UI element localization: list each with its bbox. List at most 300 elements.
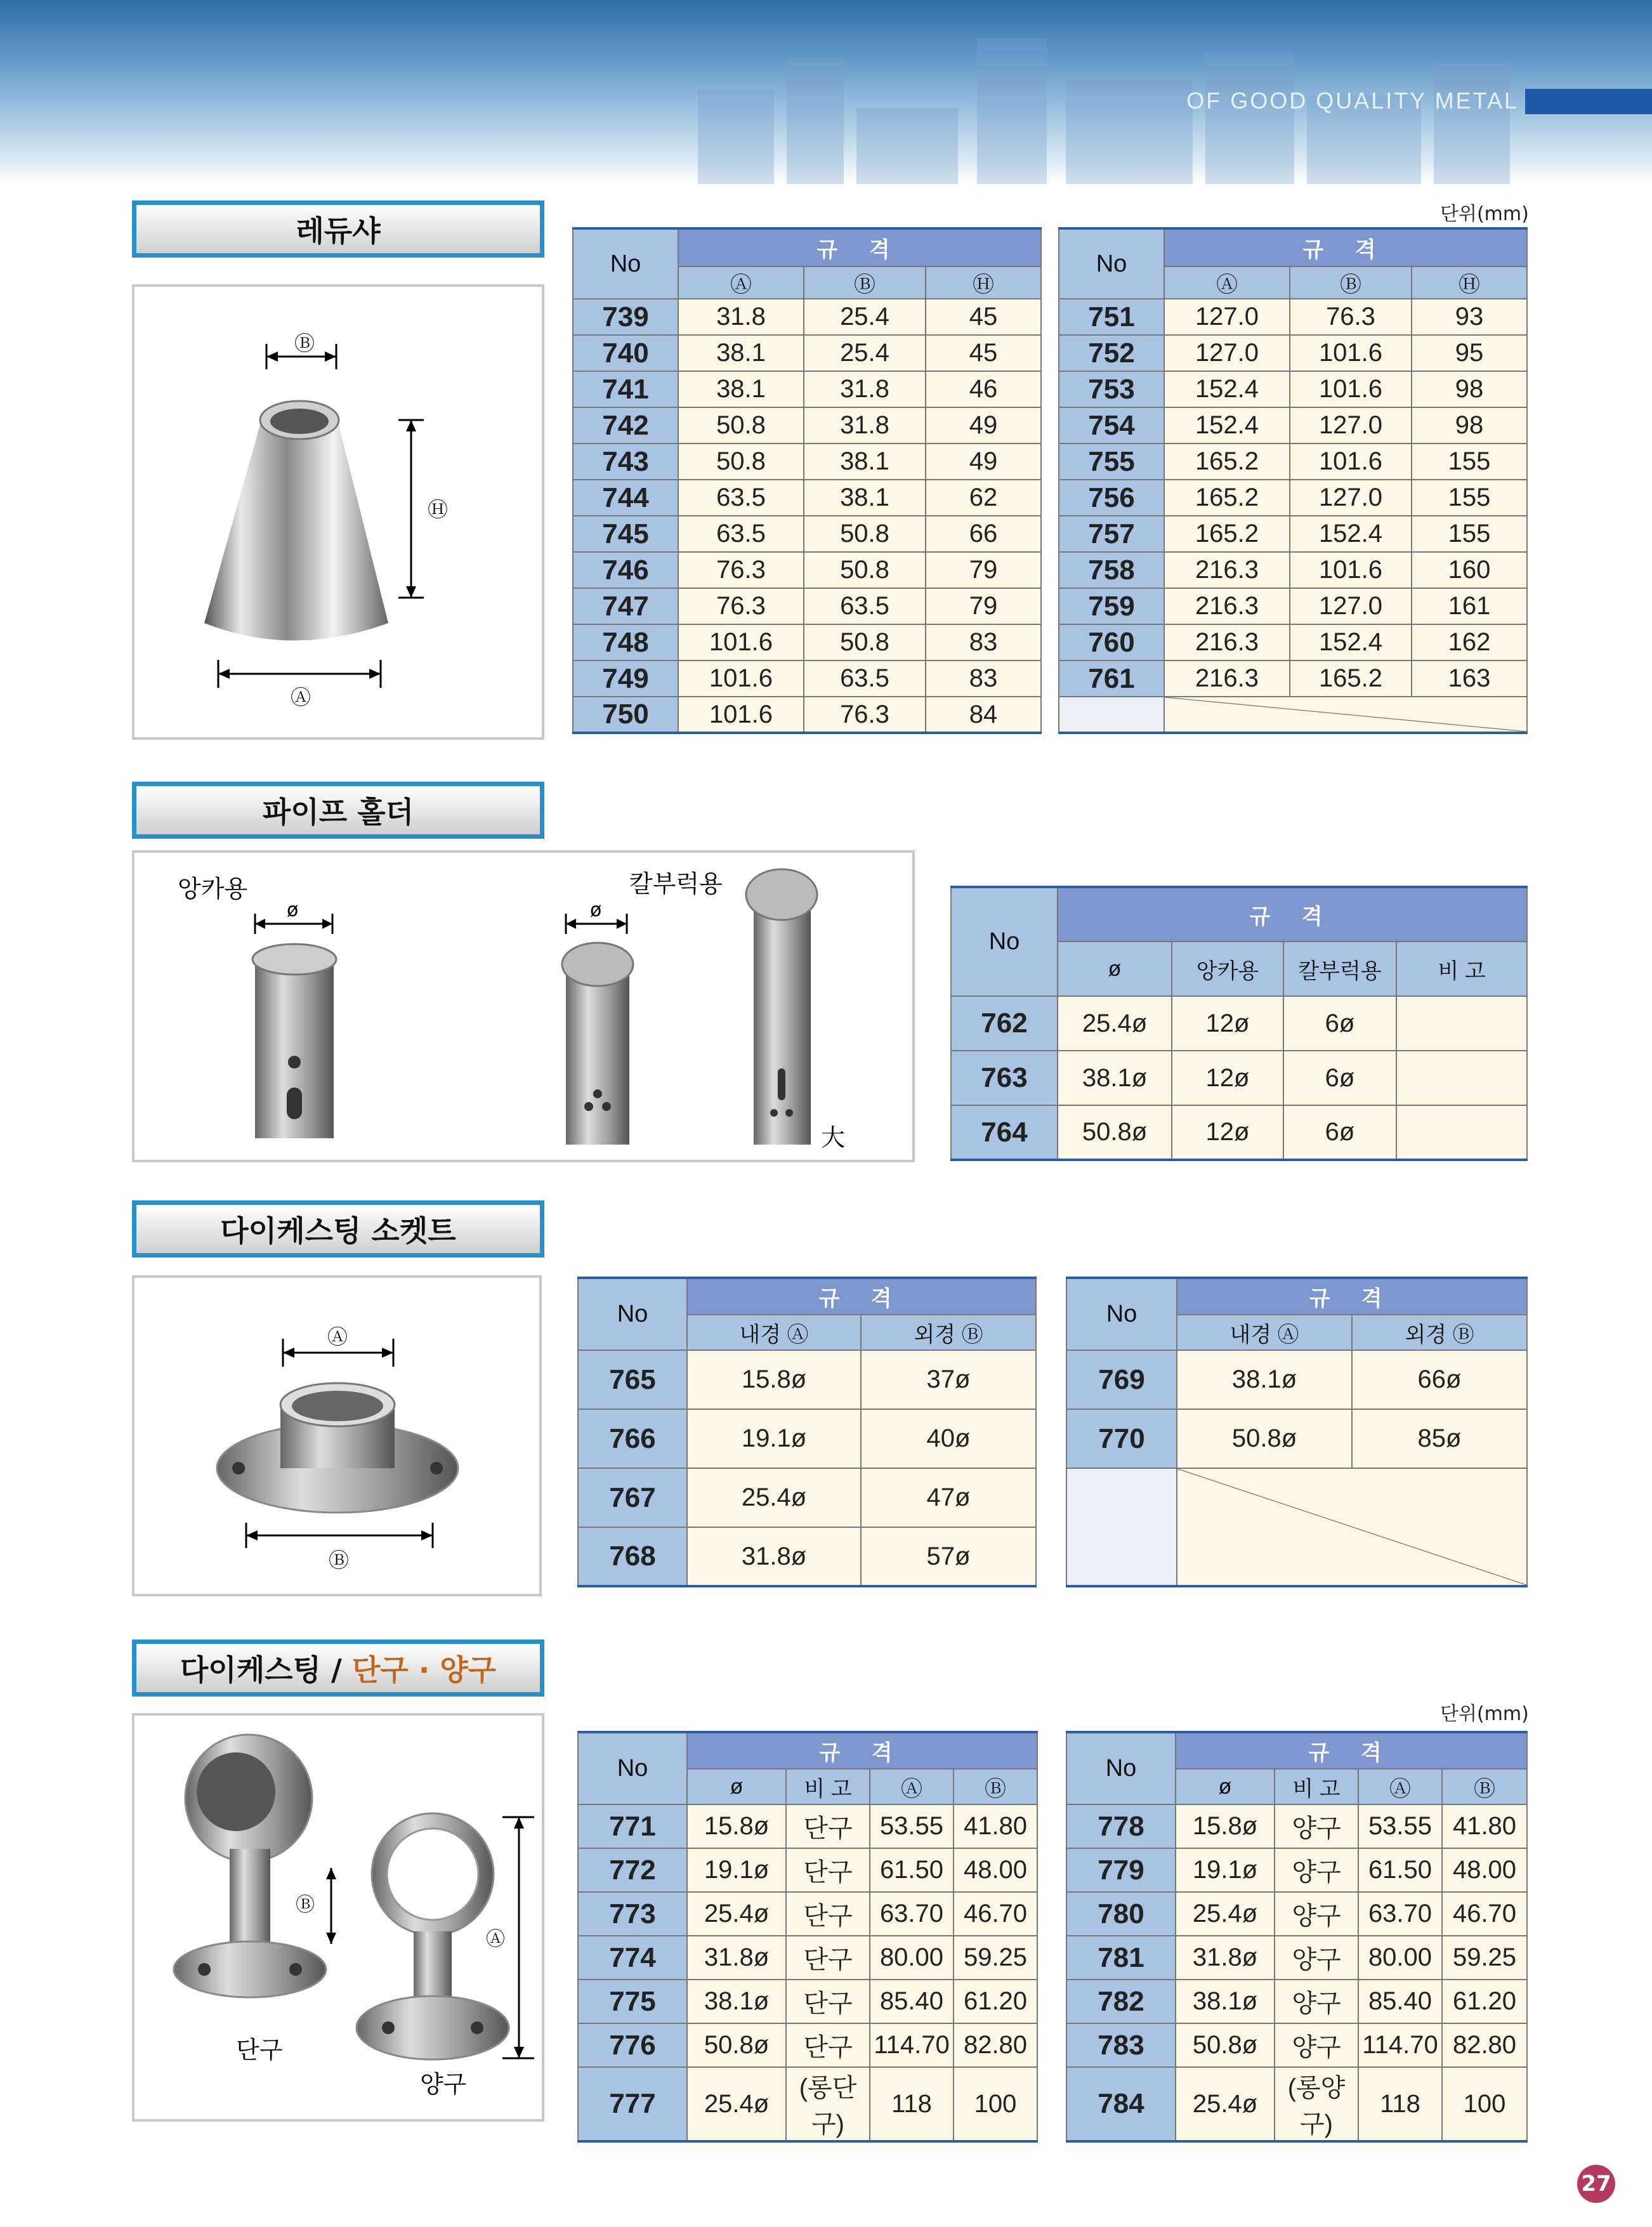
table-cell: 161	[1412, 588, 1527, 624]
table-cell: 양구	[1275, 1892, 1358, 1936]
reducer-table-left	[572, 227, 1042, 734]
single-bracket-base	[174, 1941, 326, 1997]
item-number: 778	[1066, 1804, 1176, 1848]
dim-label-b: Ⓑ	[329, 1548, 350, 1572]
item-number: 768	[578, 1527, 687, 1586]
col-h: Ⓗ	[926, 266, 1041, 299]
table-cell: 25.4	[804, 335, 926, 371]
col-note: 비 고	[1275, 1769, 1358, 1804]
table-row	[1066, 1980, 1527, 2023]
table-cell: 38.1ø	[687, 1980, 786, 2023]
table-row	[1059, 371, 1527, 407]
table-row	[578, 1804, 1037, 1848]
bracket-photo	[132, 1713, 544, 2122]
table-cell: 38.1ø	[1058, 1051, 1172, 1105]
table-row	[573, 480, 1041, 516]
table-cell: 38.1ø	[1176, 1980, 1275, 2023]
bracket-title: 다이케스팅 / 단구 · 양구	[132, 1639, 544, 1697]
col-no: No	[1066, 1278, 1177, 1350]
table-cell: 155	[1412, 480, 1527, 516]
socket-table-right	[1066, 1277, 1528, 1587]
table-cell: 49	[926, 443, 1041, 480]
item-number: 740	[573, 335, 678, 371]
empty-cell	[1059, 697, 1164, 733]
table-cell: 61.20	[954, 1980, 1037, 2023]
page-number: 27	[1577, 2165, 1615, 2203]
item-number: 757	[1059, 516, 1164, 552]
table-cell: 100	[954, 2067, 1037, 2141]
table-cell: 165.2	[1164, 480, 1290, 516]
empty-cell	[1066, 1468, 1177, 1586]
table-cell: 양구	[1275, 1936, 1358, 1980]
table-cell: 31.8	[804, 371, 926, 407]
table-cell: 61.50	[870, 1848, 954, 1892]
table-row	[1066, 1848, 1527, 1892]
table-row	[1059, 299, 1527, 335]
table-cell: 25.4ø	[1176, 1892, 1275, 1936]
table-cell: 80.00	[1358, 1936, 1442, 1980]
table-cell: 62	[926, 480, 1041, 516]
table-cell: 31.8ø	[1176, 1936, 1275, 1980]
table-row	[1066, 2067, 1527, 2141]
table-cell: 15.8ø	[687, 1804, 786, 1848]
table-cell: 61.20	[1442, 1980, 1527, 2023]
table-cell: 양구	[1275, 1980, 1358, 2023]
table-row	[1059, 552, 1527, 588]
table-cell: 59.25	[954, 1936, 1037, 1980]
col-a: Ⓐ	[870, 1769, 954, 1804]
table-cell: 76.3	[804, 697, 926, 733]
empty-row	[1066, 1468, 1527, 1586]
phi-label: ø	[287, 899, 299, 921]
table-row	[951, 1051, 1527, 1105]
table-row	[1059, 588, 1527, 624]
table-cell: 66	[926, 516, 1041, 552]
table-cell: 127.0	[1290, 480, 1412, 516]
table-row	[1059, 480, 1527, 516]
table-cell: 양구	[1275, 1848, 1358, 1892]
table-cell: 단구	[786, 1892, 870, 1936]
table-row	[573, 371, 1041, 407]
item-number: 743	[573, 443, 678, 480]
table-cell: 37ø	[861, 1350, 1036, 1409]
table-cell: 127.0	[1164, 335, 1290, 371]
table-cell: 38.1	[804, 480, 926, 516]
table-row	[573, 299, 1041, 335]
table-cell: 46.70	[1442, 1892, 1527, 1936]
table-cell: 76.3	[678, 552, 804, 588]
table-cell: 38.1ø	[1177, 1350, 1352, 1409]
table-cell: 76.3	[1290, 299, 1412, 335]
table-cell	[1396, 1051, 1527, 1105]
table-cell: 48.00	[1442, 1848, 1527, 1892]
item-number: 750	[573, 697, 678, 733]
table-cell: 양구	[1275, 1804, 1358, 1848]
table-cell: 50.8	[678, 443, 804, 480]
table-cell: 163	[1412, 660, 1527, 697]
item-number: 776	[578, 2023, 687, 2067]
table-cell: 25.4ø	[687, 1468, 861, 1527]
table-row	[578, 2023, 1037, 2067]
table-cell: 12ø	[1172, 996, 1283, 1051]
table-cell: 101.6	[1290, 443, 1412, 480]
table-cell: 79	[926, 552, 1041, 588]
table-cell: 31.8ø	[687, 1527, 861, 1586]
table-cell: 59.25	[1442, 1936, 1527, 1980]
item-number: 775	[578, 1980, 687, 2023]
table-cell: 155	[1412, 443, 1527, 480]
table-cell: 63.70	[1358, 1892, 1442, 1936]
col-group-spec: 규 격	[687, 1278, 1036, 1315]
dim-label-b: Ⓑ	[294, 331, 315, 355]
col-a: Ⓐ	[1358, 1769, 1442, 1804]
item-number: 784	[1066, 2067, 1176, 2141]
table-cell: 25.4ø	[1176, 2067, 1275, 2141]
item-number: 755	[1059, 443, 1164, 480]
kalbu-holder-small	[566, 961, 629, 1145]
col-inner: 내경 Ⓐ	[1177, 1315, 1352, 1350]
col-no: No	[578, 1278, 687, 1350]
empty-row	[1059, 697, 1527, 733]
table-cell: 216.3	[1164, 660, 1290, 697]
table-cell: 66ø	[1352, 1350, 1527, 1409]
item-number: 780	[1066, 1892, 1176, 1936]
table-row	[1059, 407, 1527, 443]
table-cell: 82.80	[1442, 2023, 1527, 2067]
table-cell: 50.8	[804, 624, 926, 660]
col-outer: 외경 Ⓑ	[1352, 1315, 1527, 1350]
item-number: 747	[573, 588, 678, 624]
table-cell: 15.8ø	[1176, 1804, 1275, 1848]
table-row	[578, 1848, 1037, 1892]
item-number: 752	[1059, 335, 1164, 371]
table-row	[1066, 1936, 1527, 1980]
item-number: 782	[1066, 1980, 1176, 2023]
table-row	[573, 552, 1041, 588]
double-label: 양구	[420, 2070, 467, 2098]
table-row	[578, 1350, 1036, 1409]
table-cell: 114.70	[1358, 2023, 1442, 2067]
kalbu-label: 칼부럭용	[629, 870, 723, 898]
table-cell: 단구	[786, 2023, 870, 2067]
big-label: 大	[821, 1124, 846, 1152]
table-row	[1066, 1892, 1527, 1936]
table-cell: 63.5	[678, 516, 804, 552]
table-cell: 101.6	[1290, 371, 1412, 407]
table-cell: 216.3	[1164, 588, 1290, 624]
table-cell: 15.8ø	[687, 1350, 861, 1409]
reducer-body	[204, 420, 388, 641]
table-cell: 80.00	[870, 1936, 954, 1980]
item-number: 744	[573, 480, 678, 516]
table-row	[1066, 1409, 1527, 1468]
table-cell: 12ø	[1172, 1051, 1283, 1105]
table-cell: 127.0	[1164, 299, 1290, 335]
table-row	[578, 1468, 1036, 1527]
table-cell: 50.8	[804, 516, 926, 552]
table-cell: 38.1	[804, 443, 926, 480]
table-row	[573, 588, 1041, 624]
table-cell: 127.0	[1290, 407, 1412, 443]
table-cell: 25.4ø	[687, 2067, 786, 2141]
table-cell: 101.6	[1290, 335, 1412, 371]
table-cell	[1396, 996, 1527, 1051]
col-group-spec: 규 격	[678, 228, 1041, 266]
table-cell: 19.1ø	[687, 1409, 861, 1468]
table-cell: 57ø	[861, 1527, 1036, 1586]
col-phi: ø	[1176, 1769, 1275, 1804]
table-row	[578, 1527, 1036, 1586]
table-cell: 83	[926, 624, 1041, 660]
col-h: Ⓗ	[1412, 266, 1527, 299]
table-cell: 152.4	[1290, 624, 1412, 660]
col-phi: ø	[1058, 942, 1172, 996]
item-number: 762	[951, 996, 1058, 1051]
item-number: 767	[578, 1468, 687, 1527]
col-no: No	[951, 887, 1058, 996]
table-cell: 118	[1358, 2067, 1442, 2141]
table-cell: 41.80	[1442, 1804, 1527, 1848]
table-cell: 19.1ø	[1176, 1848, 1275, 1892]
table-cell: 155	[1412, 516, 1527, 552]
table-row	[578, 2067, 1037, 2141]
single-label: 단구	[236, 2036, 283, 2064]
table-cell: 38.1	[678, 371, 804, 407]
table-cell: 53.55	[1358, 1804, 1442, 1848]
col-no: No	[1059, 228, 1164, 299]
table-cell: 단구	[786, 1848, 870, 1892]
socket-photo	[132, 1275, 542, 1596]
col-group-spec: 규 격	[687, 1732, 1037, 1769]
table-cell: 216.3	[1164, 624, 1290, 660]
table-cell: 101.6	[678, 624, 804, 660]
bracket-unit: 단위(mm)	[1440, 1703, 1529, 1725]
table-cell: 93	[1412, 299, 1527, 335]
table-cell: 85.40	[870, 1980, 954, 2023]
table-row	[1059, 335, 1527, 371]
col-no: No	[1066, 1732, 1176, 1804]
table-cell: 85.40	[1358, 1980, 1442, 2023]
item-number: 777	[578, 2067, 687, 2141]
table-cell: 79	[926, 588, 1041, 624]
dim-label-a: Ⓐ	[291, 685, 311, 709]
table-cell: 50.8	[804, 552, 926, 588]
table-cell: 50.8ø	[1058, 1105, 1172, 1160]
table-cell: 165.2	[1164, 443, 1290, 480]
col-note: 비 고	[786, 1769, 870, 1804]
item-number: 765	[578, 1350, 687, 1409]
item-number: 751	[1059, 299, 1164, 335]
table-cell: 46.70	[954, 1892, 1037, 1936]
table-cell: 85ø	[1352, 1409, 1527, 1468]
item-number: 739	[573, 299, 678, 335]
table-row	[578, 1409, 1036, 1468]
item-number: 781	[1066, 1936, 1176, 1980]
table-row	[578, 1980, 1037, 2023]
reducer-unit: 단위(mm)	[1440, 203, 1529, 225]
table-cell: 63.5	[804, 660, 926, 697]
col-no: No	[578, 1732, 687, 1804]
reducer-photo	[132, 284, 544, 740]
item-number: 771	[578, 1804, 687, 1848]
table-cell: 152.4	[1164, 371, 1290, 407]
table-cell: 6ø	[1283, 996, 1396, 1051]
col-b: Ⓑ	[954, 1769, 1037, 1804]
table-cell: 31.8ø	[687, 1936, 786, 1980]
col-phi: ø	[687, 1769, 786, 1804]
table-cell: 76.3	[678, 588, 804, 624]
table-cell: 50.8	[678, 407, 804, 443]
item-number: 783	[1066, 2023, 1176, 2067]
item-number: 764	[951, 1105, 1058, 1160]
item-number: 772	[578, 1848, 687, 1892]
item-number: 760	[1059, 624, 1164, 660]
table-cell: 118	[870, 2067, 954, 2141]
table-cell: 101.6	[678, 697, 804, 733]
table-cell: 165.2	[1290, 660, 1412, 697]
pipe-holder-table	[950, 886, 1528, 1161]
blank-diagonal-cell	[1164, 697, 1527, 733]
table-cell: 95	[1412, 335, 1527, 371]
table-row	[573, 516, 1041, 552]
table-cell: 25.4ø	[1058, 996, 1172, 1051]
col-group-spec: 규 격	[1176, 1732, 1527, 1769]
item-number: 753	[1059, 371, 1164, 407]
col-outer: 외경 Ⓑ	[861, 1315, 1036, 1350]
col-b: Ⓑ	[1290, 266, 1412, 299]
table-cell: 6ø	[1283, 1051, 1396, 1105]
table-cell: 19.1ø	[687, 1848, 786, 1892]
col-note: 비 고	[1396, 942, 1527, 996]
dim-label-h: Ⓗ	[428, 497, 449, 522]
table-row	[1059, 443, 1527, 480]
table-cell: 45	[926, 299, 1041, 335]
table-row	[573, 443, 1041, 480]
table-row	[1066, 1350, 1527, 1409]
item-number: 773	[578, 1892, 687, 1936]
table-cell: 단구	[786, 1936, 870, 1980]
table-cell: 49	[926, 407, 1041, 443]
item-number: 769	[1066, 1350, 1177, 1409]
col-angka: 앙카용	[1172, 942, 1283, 996]
item-number: 779	[1066, 1848, 1176, 1892]
col-group-spec: 규 격	[1058, 887, 1527, 942]
table-cell: 단구	[786, 1804, 870, 1848]
table-cell: (롱단구)	[786, 2067, 870, 2141]
table-row	[1059, 624, 1527, 660]
table-row	[573, 407, 1041, 443]
pipe-holder-photo	[132, 850, 915, 1162]
table-cell: 31.8	[804, 407, 926, 443]
table-cell: 38.1	[678, 335, 804, 371]
header-accent-bar	[1525, 89, 1652, 114]
table-cell: 48.00	[954, 1848, 1037, 1892]
table-cell: 40ø	[861, 1409, 1036, 1468]
item-number: 763	[951, 1051, 1058, 1105]
dim-label-a: Ⓐ	[486, 1928, 505, 1950]
table-row	[573, 660, 1041, 697]
table-cell: 53.55	[870, 1804, 954, 1848]
kalbu-holder-large	[754, 891, 811, 1145]
table-cell: 83	[926, 660, 1041, 697]
table-cell: 45	[926, 335, 1041, 371]
table-row	[1059, 660, 1527, 697]
col-group-spec: 규 격	[1164, 228, 1527, 266]
table-cell: 100	[1442, 2067, 1527, 2141]
table-row	[1066, 2023, 1527, 2067]
reducer-table-right	[1058, 227, 1528, 734]
col-group-spec: 규 격	[1177, 1278, 1527, 1315]
table-cell: 25.4	[804, 299, 926, 335]
item-number: 741	[573, 371, 678, 407]
phi-label: ø	[590, 899, 602, 921]
table-cell: 63.5	[678, 480, 804, 516]
table-row	[951, 996, 1527, 1051]
table-cell: 98	[1412, 407, 1527, 443]
item-number: 748	[573, 624, 678, 660]
item-number: 749	[573, 660, 678, 697]
socket-title: 다이케스팅 소켓트	[132, 1200, 544, 1258]
table-row	[1066, 1804, 1527, 1848]
blank-diagonal-cell	[1177, 1468, 1527, 1586]
table-cell: 114.70	[870, 2023, 954, 2067]
table-cell: 82.80	[954, 2023, 1037, 2067]
table-cell: 101.6	[678, 660, 804, 697]
col-a: Ⓐ	[678, 266, 804, 299]
bracket-table-right	[1066, 1731, 1528, 2143]
item-number: 754	[1059, 407, 1164, 443]
table-row	[573, 697, 1041, 733]
item-number: 746	[573, 552, 678, 588]
table-cell: 61.50	[1358, 1848, 1442, 1892]
item-number: 774	[578, 1936, 687, 1980]
table-cell	[1396, 1105, 1527, 1160]
item-number: 766	[578, 1409, 687, 1468]
reducer-title: 레듀샤	[132, 200, 544, 258]
item-number: 745	[573, 516, 678, 552]
table-cell: 84	[926, 697, 1041, 733]
col-b: Ⓑ	[804, 266, 926, 299]
item-number: 758	[1059, 552, 1164, 588]
item-number: 759	[1059, 588, 1164, 624]
table-cell: 216.3	[1164, 552, 1290, 588]
table-row	[578, 1892, 1037, 1936]
table-row	[573, 624, 1041, 660]
table-cell: 165.2	[1164, 516, 1290, 552]
table-row	[951, 1105, 1527, 1160]
header-tagline: OF GOOD QUALITY METAL	[1186, 88, 1519, 114]
table-cell: 12ø	[1172, 1105, 1283, 1160]
table-cell: 50.8ø	[687, 2023, 786, 2067]
table-cell: 162	[1412, 624, 1527, 660]
table-cell: 152.4	[1290, 516, 1412, 552]
col-kalbu: 칼부럭용	[1283, 942, 1396, 996]
table-cell: 98	[1412, 371, 1527, 407]
pipe-holder-title: 파이프 홀더	[132, 782, 544, 839]
table-cell: 47ø	[861, 1468, 1036, 1527]
table-cell: 단구	[786, 1980, 870, 2023]
table-cell: 50.8ø	[1176, 2023, 1275, 2067]
dim-label-a: Ⓐ	[327, 1325, 348, 1349]
table-row	[573, 335, 1041, 371]
table-cell: 63.70	[870, 1892, 954, 1936]
bracket-table-left	[577, 1731, 1038, 2143]
socket-table-left	[577, 1277, 1037, 1587]
col-inner: 내경 Ⓐ	[687, 1315, 861, 1350]
table-cell: 101.6	[1290, 552, 1412, 588]
table-cell: 41.80	[954, 1804, 1037, 1848]
col-b: Ⓑ	[1442, 1769, 1527, 1804]
